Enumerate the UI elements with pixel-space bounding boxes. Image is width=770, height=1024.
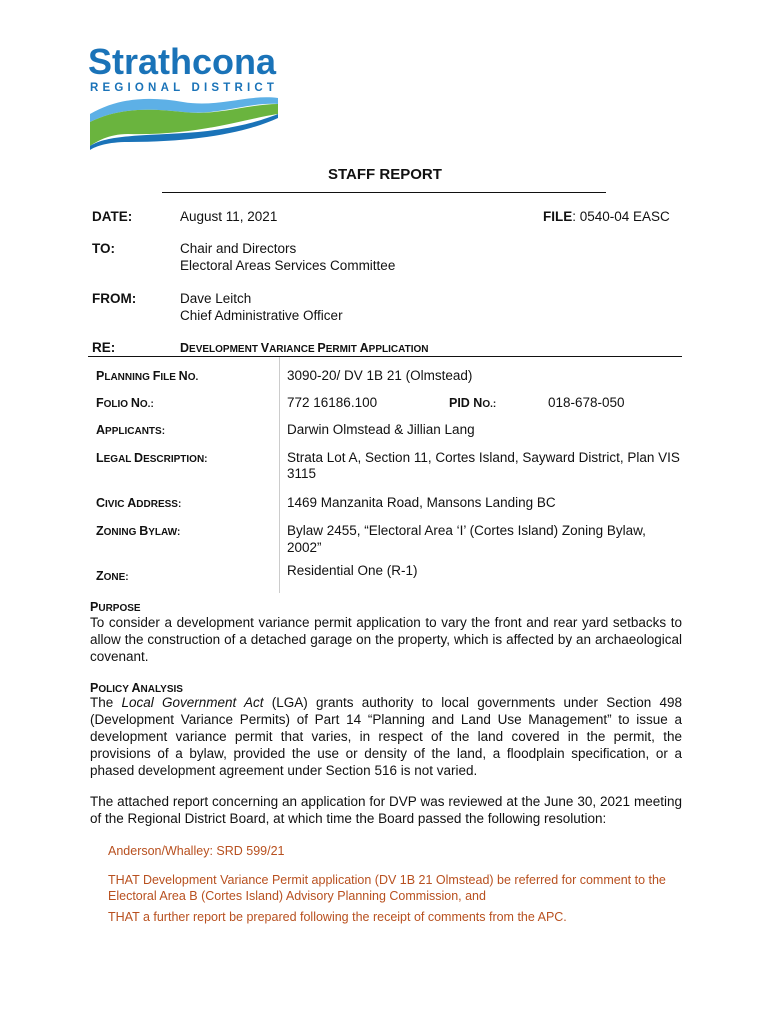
zone-value: Residential One (R-1) (287, 563, 418, 578)
zoning-bylaw-label: ZONING BYLAW: (96, 524, 181, 538)
purpose-text: To consider a development variance permit application to vary the front and rear yard setbacks to allow the construction of a detached garage on the property, which is affected by an archaeological covenant. (90, 615, 682, 664)
details-column-divider (279, 357, 280, 593)
from-line-2: Chief Administrative Officer (180, 308, 343, 323)
to-line-2: Electoral Areas Services Committee (180, 258, 396, 273)
zoning-bylaw-line-2: 2002” (287, 540, 322, 555)
to-line-1: Chair and Directors (180, 241, 297, 256)
resolution-clause-1: THAT Development Variance Permit application (DV 1B 21 Olmstead) be referred for comment to the Electoral Area B (Cortes Island) Advisory Planning Commission, and (108, 873, 666, 903)
purpose-heading: PURPOSE (90, 600, 141, 614)
zone-label: ZONE: (96, 569, 129, 583)
folio-value: 772 16186.100 (287, 395, 378, 410)
policy-analysis-heading: POLICY ANALYSIS (90, 681, 183, 695)
pid-label: PID NO.: (449, 396, 497, 410)
from-label: FROM: (92, 291, 137, 306)
logo-wordmark: Strathcona (88, 42, 277, 82)
zoning-bylaw-line-1: Bylaw 2455, “Electoral Area ‘I’ (Cortes Island) Zoning Bylaw, (287, 523, 646, 538)
re-rule (88, 356, 682, 357)
strathcona-logo (88, 42, 288, 150)
report-title: STAFF REPORT (328, 166, 442, 183)
file-label: FILE (543, 209, 573, 224)
logo-graphic (88, 42, 288, 150)
applicants-value: Darwin Olmstead & Jillian Lang (287, 422, 475, 437)
resolution-mover: Anderson/Whalley: SRD 599/21 (108, 844, 285, 858)
resolution-clause-2: THAT a further report be prepared following the receipt of comments from the APC. (108, 910, 567, 924)
policy-paragraph-2: The attached report concerning an application for DVP was reviewed at the June 30, 2021 meeting of the Regional District Board, at which time the Board passed the following resolution: (90, 794, 682, 826)
file-value: : 0540-04 EASC (572, 209, 670, 224)
civic-address-value: 1469 Manzanita Road, Mansons Landing BC (287, 495, 556, 510)
legal-description-line-2: 3115 (287, 466, 317, 481)
legal-description-line-1: Strata Lot A, Section 11, Cortes Island, Sayward District, Plan VIS (287, 450, 680, 465)
policy-paragraph-1: The Local Government Act (LGA) grants authority to local governments under Section 498 (Development Variance Permits) of Part 14 “Planning and Land Use Management” to issue a development variance permit that varies, in respect of the land covered in the permit, the provisions of a bylaw, provided the use or density of the land, a floodplain specification, or a phased development agreement under Section 516 is not varied. (90, 695, 682, 778)
civic-address-label: CIVIC ADDRESS: (96, 496, 182, 510)
logo-subtitle: REGIONAL DISTRICT (90, 82, 279, 94)
planning-file-label: PLANNING FILE NO. (96, 369, 199, 383)
re-label: RE: (92, 340, 116, 355)
pid-value: 018-678-050 (548, 395, 625, 410)
title-rule (162, 192, 606, 193)
date-value: August 11, 2021 (180, 209, 278, 224)
legal-description-label: LEGAL DESCRIPTION: (96, 451, 208, 465)
re-subject: DEVELOPMENT VARIANCE PERMIT APPLICATION (180, 341, 429, 355)
planning-file-value: 3090-20/ DV 1B 21 (Olmstead) (287, 368, 473, 383)
applicants-label: APPLICANTS: (96, 423, 166, 437)
date-label: DATE: (92, 209, 133, 224)
from-line-1: Dave Leitch (180, 291, 252, 306)
file-reference (543, 208, 670, 225)
to-label: TO: (92, 241, 115, 256)
folio-label: FOLIO NO.: (96, 396, 154, 410)
